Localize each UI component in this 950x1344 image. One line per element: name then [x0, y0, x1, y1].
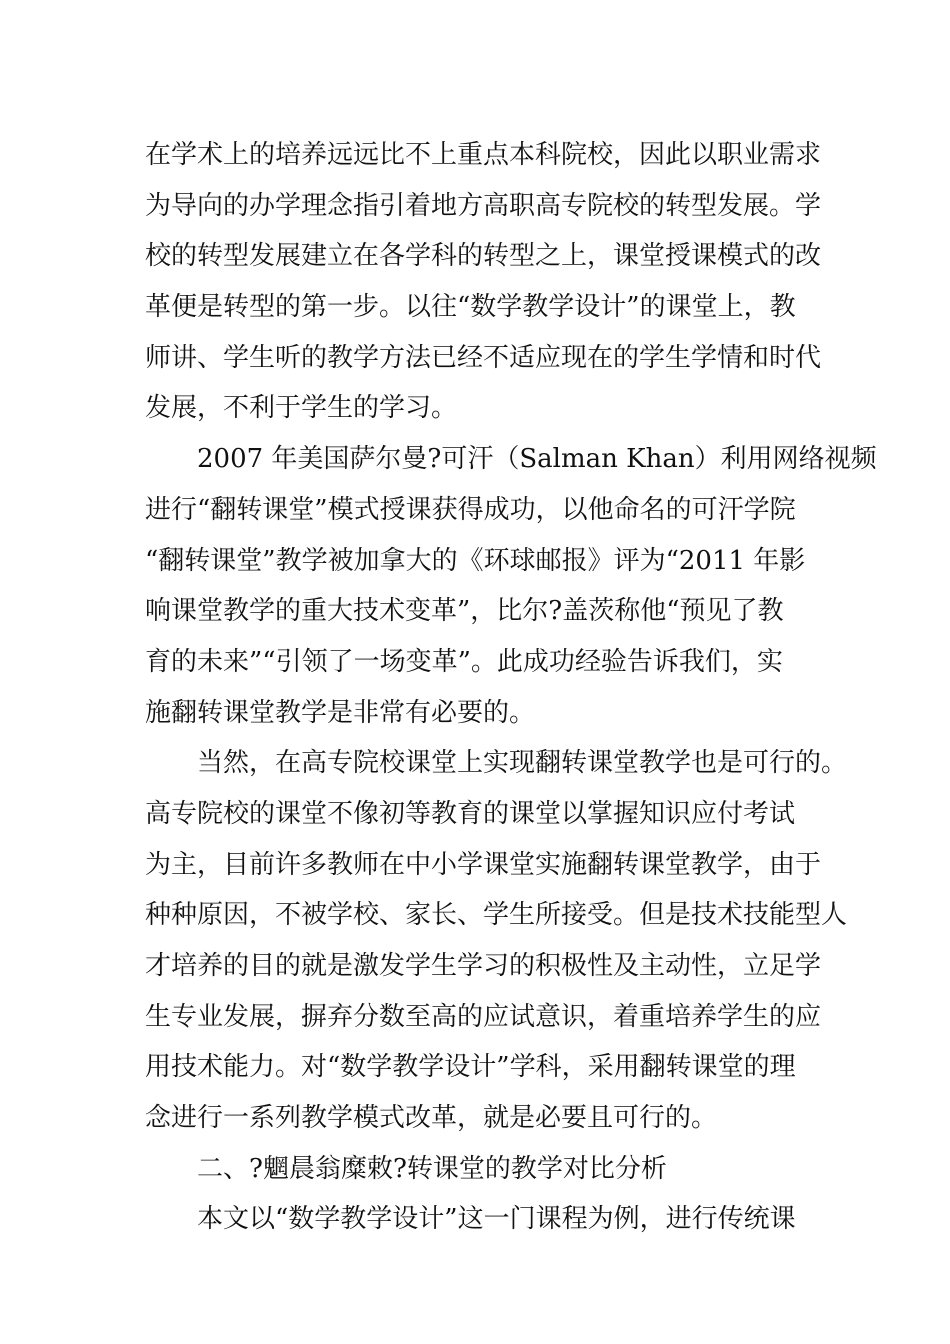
text-line: 师讲、学生听的教学方法已经不适应现在的学生学情和时代	[145, 342, 822, 373]
text-line: 育的未来”“引领了一场变革”。此成功经验告诉我们，实	[145, 646, 783, 677]
text-line: 生专业发展，摒弃分数至高的应试意识，着重培养学生的应	[145, 1001, 822, 1032]
text-line: 革便是转型的第一步。以往“数学教学设计”的课堂上，教	[145, 292, 796, 323]
text-line: 种种原因，不被学校、家长、学生所接受。但是技术技能型人	[145, 900, 848, 931]
text-line: 进行“翻转课堂”模式授课获得成功，以他命名的可汗学院	[145, 494, 796, 525]
text-line: 发展，不利于学生的学习。	[145, 393, 458, 424]
text-line: 在学术上的培养远远比不上重点本科院校，因此以职业需求	[145, 140, 822, 170]
text-line: 高专院校的课堂不像初等教育的课堂以掌握知识应付考试	[145, 798, 796, 829]
section-heading: 二、?魍晨翁糜敕?转课堂的教学对比分析	[145, 1153, 667, 1184]
text-line: 念进行一系列教学模式改革，就是必要且可行的。	[145, 1103, 718, 1134]
text-line: 当然，在高专院校课堂上实现翻转课堂教学也是可行的。	[145, 748, 848, 779]
text-line: 校的转型发展建立在各学科的转型之上，课堂授课模式的改	[145, 241, 822, 272]
text-line: 为主，目前许多教师在中小学课堂实施翻转课堂教学，由于	[145, 849, 822, 880]
text-line: 本文以“数学教学设计”这一门课程为例，进行传统课	[145, 1204, 796, 1235]
text-line: 2007 年美国萨尔曼?可汗（Salman Khan）利用网络视频	[145, 444, 877, 475]
text-line: 用技术能力。对“数学教学设计”学科，采用翻转课堂的理	[145, 1052, 796, 1083]
text-line: 为导向的办学理念指引着地方高职高专院校的转型发展。学	[145, 190, 822, 221]
text-line: “翻转课堂”教学被加拿大的《环球邮报》评为“2011 年影	[145, 545, 806, 576]
text-line: 才培养的目的就是激发学生学习的积极性及主动性，立足学	[145, 951, 822, 981]
body-text	[145, 130, 877, 1245]
text-line: 施翻转课堂教学是非常有必要的。	[145, 697, 536, 728]
text-line: 响课堂教学的重大技术变革”，比尔?盖茨称他“预见了教	[145, 596, 784, 627]
